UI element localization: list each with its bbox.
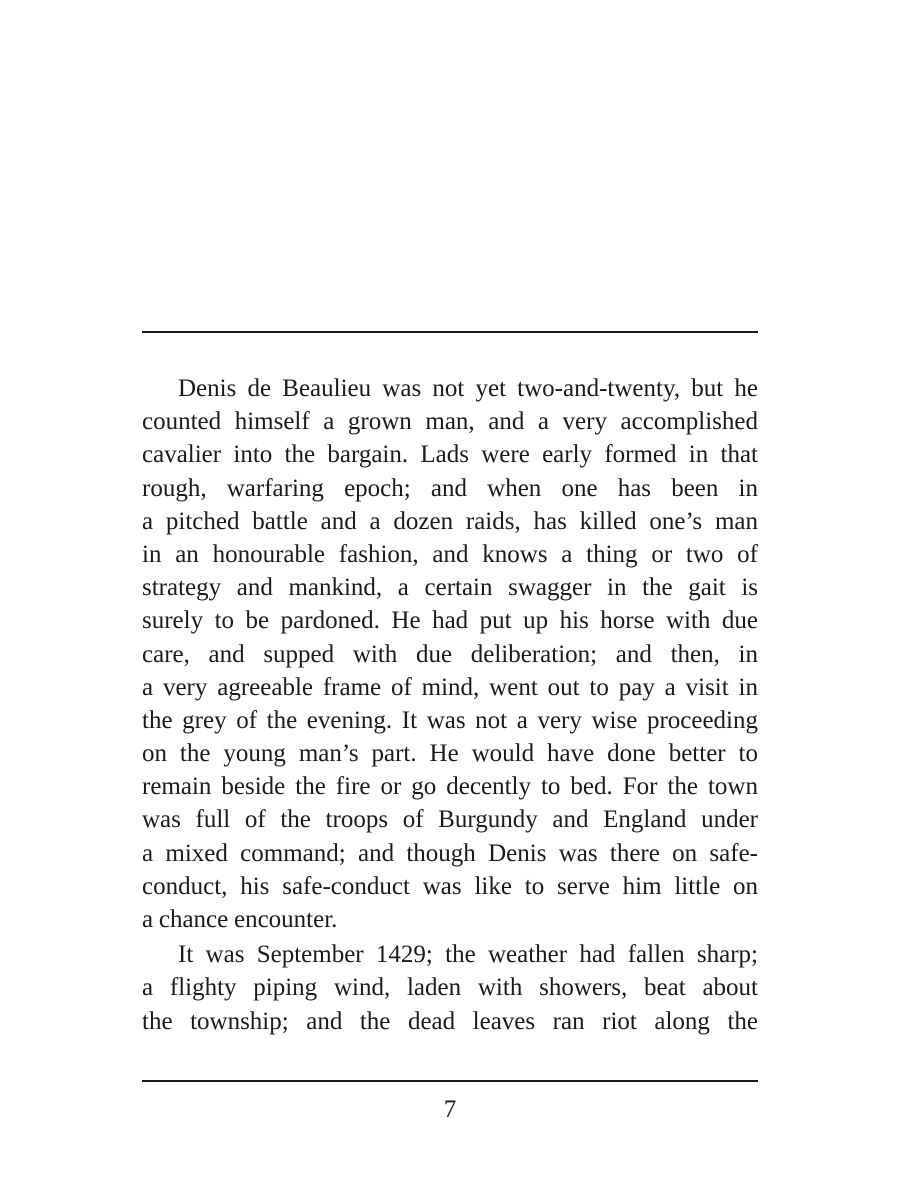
page-number: 7 <box>443 1096 457 1123</box>
text-line: in an honourable fashion, and knows a thing or two of <box>142 540 758 568</box>
text-line: the township; and the dead leaves ran riot along the <box>142 1007 758 1035</box>
top-rule <box>142 331 758 333</box>
text-line: a chance encounter. <box>142 906 338 933</box>
text-line: strategy and mankind, a certain swagger in the gait is <box>142 574 758 602</box>
text-line: counted himself a grown man, and a very accomplished <box>142 408 758 436</box>
text-line: cavalier into the bargain. Lads were early formed in that <box>142 441 758 469</box>
text-line: surely to be pardoned. He had put up his horse with due <box>142 607 758 635</box>
text-line: a flighty piping wind, laden with showers, beat about <box>142 974 758 1002</box>
text-line: the grey of the evening. It was not a very wise proceeding <box>142 706 758 734</box>
text-line: care, and supped with due deliberation; and then, in <box>142 640 758 668</box>
bottom-rule <box>142 1080 758 1082</box>
text-line: a mixed command; and though Denis was there on safe- <box>142 839 758 867</box>
paragraph <box>142 938 758 1038</box>
text-line: remain beside the fire or go decently to bed. For the town <box>142 773 758 801</box>
text-line: a very agreeable frame of mind, went out to pay a visit in <box>142 673 758 701</box>
text-line: conduct, his safe-conduct was like to serve him little on <box>142 872 758 900</box>
text-line: Denis de Beaulieu was not yet two-and-twenty, but he <box>178 375 758 402</box>
paragraph <box>142 372 758 936</box>
text-line: a pitched battle and a dozen raids, has killed one’s man <box>142 507 758 535</box>
text-line: rough, warfaring epoch; and when one has been in <box>142 474 758 502</box>
text-line: on the young man’s part. He would have done better to <box>142 740 758 768</box>
text-line: It was September 1429; the weather had fallen sharp; <box>178 941 758 969</box>
text-line: was full of the troops of Burgundy and England under <box>142 806 758 834</box>
body-text <box>142 372 758 1038</box>
